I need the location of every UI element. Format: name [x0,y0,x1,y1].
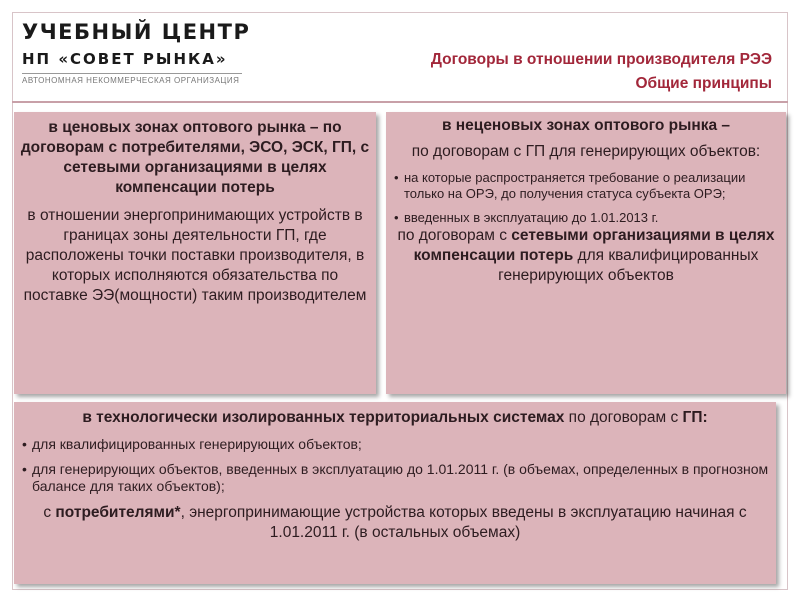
header-divider [12,101,788,103]
p2-tail: для квалифицированных генерирующих объектов [498,247,759,284]
isolated-heading-mid: по договорам с [564,409,683,426]
isolated-systems-box [14,402,776,584]
bullet-dot: • [22,436,27,452]
logo [22,20,262,85]
logo-caption: АВТОНОМНАЯ НЕКОММЕРЧЕСКАЯ ОРГАНИЗАЦИЯ [22,73,242,85]
non-price-bullet-2 [392,210,780,226]
non-price-zones-heading: в неценовых зонах оптового рынка – [441,117,731,134]
p2-bold: сетевыми организациями в целях компенсации потерь [413,227,775,264]
non-price-zones-p1: по договорам с ГП для генерирующих объектов: [411,143,761,160]
bullet-dot: • [22,461,27,477]
isolated-heading-gp: ГП: [682,409,708,426]
non-price-bullet-1 [392,170,780,202]
logo-title: УЧЕБНЫЙ ЦЕНТР [22,20,251,44]
bullet-dot: • [394,170,399,185]
consumers-tail: , энергопринимающие устройства которых введены в эксплуатацию начиная с 1.01.2011 г. (в остальных объемах) [180,504,747,541]
price-zones-lead: в ценовых зонах оптового рынка – по договорам с [20,119,342,156]
slide-title-line2: Общие принципы [635,75,772,92]
bullet-dot: • [394,210,399,225]
bullet-text: для генерирующих объектов, введенных в эксплуатацию до 1.01.2011 г. (в объемах, определенных в прогнозном балансе для таких объектов); [32,461,769,494]
isolated-bullet-2 [20,461,770,495]
p2-lead: по договорам с [397,227,512,244]
logo-subtitle: НП «СОВЕТ РЫНКА» [22,50,228,68]
bullet-text: введенных в эксплуатацию до 1.01.2013 г. [404,210,659,225]
price-zones-box [14,112,376,394]
isolated-bullet-1 [20,436,770,453]
price-zones-detail: в отношении энергопринимающих устройств в границах зоны деятельности ГП, где расположены точки поставки производителя, в которых исполняются обязательства по поставке ЭЭ(мощности) таким производителем [23,207,367,304]
slide-title [431,48,772,96]
isolated-consumers [20,503,770,543]
consumers-bold: потребителями* [55,504,181,521]
price-zones-paragraph [20,118,370,198]
non-price-zones-box [386,112,786,394]
isolated-heading-bold: в технологически изолированных территориальных системах [82,409,565,426]
isolated-heading [20,408,770,428]
bullet-text: на которые распространяется требование о реализации только на ОРЭ, до получения статуса субъекта ОРЭ; [404,170,746,201]
slide-title-line1: Договоры в отношении производителя РЭЭ [430,51,772,68]
consumers-lead: с [43,504,56,521]
bullet-text: для квалифицированных генерирующих объектов; [32,436,362,452]
price-zones-parties: потребителями, ЭСО, ЭСК, ГП, с сетевыми организациями в целях компенсации потерь [63,139,370,196]
non-price-zones-p2 [392,226,780,286]
